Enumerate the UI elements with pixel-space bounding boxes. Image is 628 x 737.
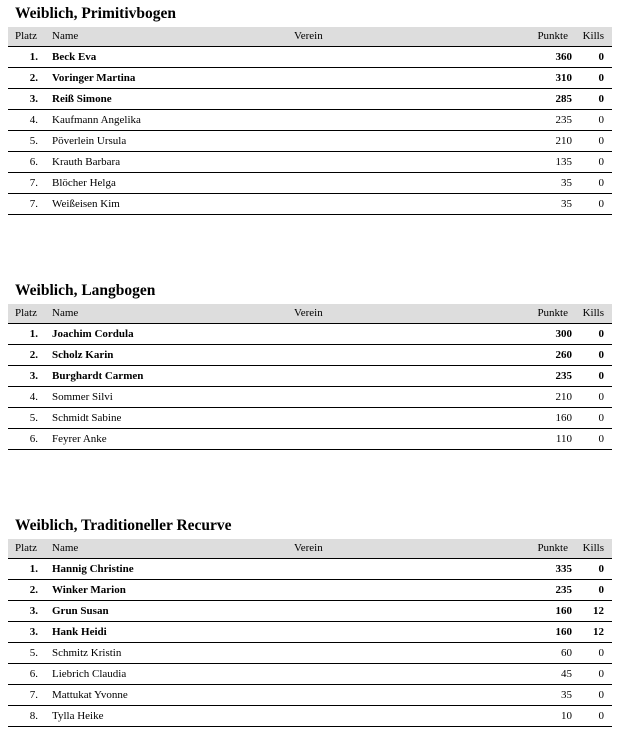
points-cell: 135	[555, 156, 572, 168]
points-cell: 35	[561, 177, 572, 189]
col-name: Name	[52, 542, 79, 554]
table-row	[8, 152, 612, 173]
kills-cell: 0	[598, 198, 604, 210]
kills-cell: 0	[598, 433, 604, 445]
name-cell: Grun Susan	[52, 605, 109, 617]
table-body	[8, 324, 612, 450]
name-cell: Feyrer Anke	[52, 433, 107, 445]
kills-cell: 0	[598, 668, 604, 680]
kills-cell: 0	[598, 370, 604, 382]
table-body	[8, 559, 612, 727]
name-cell: Hank Heidi	[52, 626, 107, 638]
table-row	[8, 366, 612, 387]
kills-cell: 0	[598, 51, 604, 63]
rank-cell: 3.	[29, 605, 38, 617]
name-cell: Pöverlein Ursula	[52, 135, 127, 147]
rank-cell: 1.	[29, 51, 38, 63]
col-punkte: Punkte	[537, 307, 568, 319]
kills-cell: 0	[598, 391, 604, 403]
rank-cell: 5.	[29, 412, 38, 424]
table-row	[8, 429, 612, 450]
table-row	[8, 68, 612, 89]
table-row	[8, 387, 612, 408]
rank-cell: 1.	[29, 563, 38, 575]
points-cell: 35	[561, 689, 572, 701]
table-row	[8, 194, 612, 215]
name-cell: Scholz Karin	[52, 349, 114, 361]
rank-cell: 2.	[29, 584, 38, 596]
points-cell: 110	[555, 433, 572, 445]
points-cell: 260	[555, 349, 572, 361]
col-kills: Kills	[582, 307, 604, 319]
points-cell: 235	[555, 114, 572, 126]
name-cell: Reiß Simone	[52, 93, 112, 105]
kills-cell: 0	[598, 72, 604, 84]
name-cell: Mattukat Yvonne	[52, 689, 128, 701]
table-row	[8, 89, 612, 110]
points-cell: 300	[555, 328, 572, 340]
table-row	[8, 664, 612, 685]
col-punkte: Punkte	[537, 30, 568, 42]
name-cell: Voringer Martina	[52, 72, 136, 84]
section-title: Weiblich, Langbogen	[15, 282, 156, 299]
table-row	[8, 110, 612, 131]
points-cell: 235	[555, 584, 572, 596]
points-cell: 160	[555, 605, 572, 617]
table-row	[8, 408, 612, 429]
rank-cell: 7.	[29, 198, 38, 210]
table-row	[8, 131, 612, 152]
kills-cell: 0	[598, 177, 604, 189]
kills-cell: 0	[598, 328, 604, 340]
kills-cell: 0	[598, 584, 604, 596]
points-cell: 285	[555, 93, 572, 105]
points-cell: 35	[561, 198, 572, 210]
table-row	[8, 601, 612, 622]
name-cell: Liebrich Claudia	[52, 668, 127, 680]
name-cell: Sommer Silvi	[52, 391, 113, 403]
kills-cell: 12	[593, 626, 604, 638]
table-row	[8, 47, 612, 68]
table-row	[8, 643, 612, 664]
name-cell: Kaufmann Angelika	[52, 114, 141, 126]
name-cell: Schmitz Kristin	[52, 647, 122, 659]
kills-cell: 12	[593, 605, 604, 617]
col-platz: Platz	[15, 307, 37, 319]
points-cell: 310	[555, 72, 572, 84]
name-cell: Joachim Cordula	[52, 328, 134, 340]
rank-cell: 7.	[29, 689, 38, 701]
rank-cell: 5.	[29, 135, 38, 147]
section-traditioneller-recurve	[8, 517, 612, 727]
table-header	[8, 304, 612, 324]
table-row	[8, 622, 612, 643]
col-kills: Kills	[582, 542, 604, 554]
kills-cell: 0	[598, 349, 604, 361]
kills-cell: 0	[598, 412, 604, 424]
points-cell: 360	[555, 51, 572, 63]
table-row	[8, 324, 612, 345]
col-verein: Verein	[294, 30, 323, 42]
col-platz: Platz	[15, 30, 37, 42]
points-cell: 235	[555, 370, 572, 382]
rank-cell: 6.	[29, 433, 38, 445]
table-row	[8, 173, 612, 194]
rank-cell: 1.	[29, 328, 38, 340]
section-title: Weiblich, Primitivbogen	[15, 5, 177, 22]
rank-cell: 6.	[29, 668, 38, 680]
kills-cell: 0	[598, 93, 604, 105]
col-kills: Kills	[582, 30, 604, 42]
rank-cell: 3.	[29, 93, 38, 105]
kills-cell: 0	[598, 156, 604, 168]
rank-cell: 2.	[29, 349, 38, 361]
section-primitivbogen	[8, 5, 612, 215]
name-cell: Hannig Christine	[52, 563, 134, 575]
table-row	[8, 706, 612, 727]
name-cell: Blöcher Helga	[52, 177, 116, 189]
name-cell: Burghardt Carmen	[52, 370, 144, 382]
rank-cell: 8.	[29, 710, 38, 722]
points-cell: 160	[555, 626, 572, 638]
table-row	[8, 559, 612, 580]
points-cell: 210	[555, 391, 572, 403]
rank-cell: 7.	[29, 177, 38, 189]
rank-cell: 3.	[29, 626, 38, 638]
col-name: Name	[52, 307, 79, 319]
kills-cell: 0	[598, 710, 604, 722]
kills-cell: 0	[598, 563, 604, 575]
col-verein: Verein	[294, 307, 323, 319]
table-header	[8, 539, 612, 559]
points-cell: 10	[561, 710, 572, 722]
table-row	[8, 345, 612, 366]
table-body	[8, 47, 612, 215]
points-cell: 210	[555, 135, 572, 147]
points-cell: 160	[555, 412, 572, 424]
table-header	[8, 27, 612, 47]
col-name: Name	[52, 30, 79, 42]
name-cell: Beck Eva	[52, 51, 97, 63]
col-punkte: Punkte	[537, 542, 568, 554]
rank-cell: 4.	[29, 391, 38, 403]
section-title: Weiblich, Traditioneller Recurve	[15, 517, 232, 534]
points-cell: 45	[561, 668, 572, 680]
col-platz: Platz	[15, 542, 37, 554]
name-cell: Krauth Barbara	[52, 156, 121, 168]
name-cell: Winker Marion	[52, 584, 126, 596]
kills-cell: 0	[598, 135, 604, 147]
rank-cell: 2.	[29, 72, 38, 84]
rank-cell: 6.	[29, 156, 38, 168]
kills-cell: 0	[598, 114, 604, 126]
rank-cell: 5.	[29, 647, 38, 659]
table-row	[8, 685, 612, 706]
kills-cell: 0	[598, 689, 604, 701]
col-verein: Verein	[294, 542, 323, 554]
name-cell: Weißeisen Kim	[52, 198, 120, 210]
name-cell: Tylla Heike	[52, 710, 104, 722]
name-cell: Schmidt Sabine	[52, 412, 122, 424]
kills-cell: 0	[598, 647, 604, 659]
section-langbogen	[8, 282, 612, 450]
points-cell: 335	[555, 563, 572, 575]
table-row	[8, 580, 612, 601]
points-cell: 60	[561, 647, 572, 659]
rank-cell: 4.	[29, 114, 38, 126]
rank-cell: 3.	[29, 370, 38, 382]
